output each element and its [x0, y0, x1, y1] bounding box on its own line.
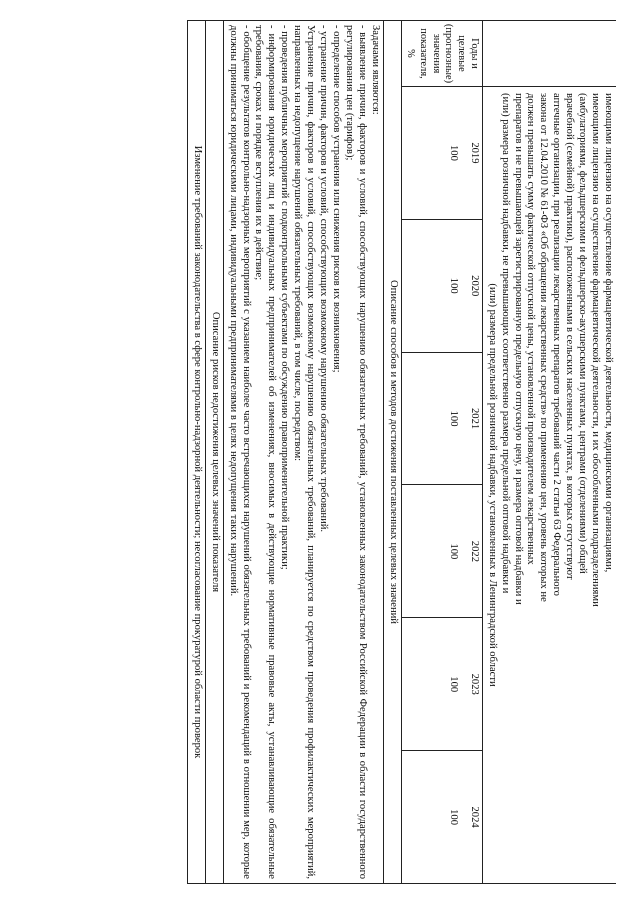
top-cell-line: (амбулаториями, фельдшерскими и фельдшерско-акушерскими пунктами, центрами (отделениями) общей: [577, 93, 589, 574]
top-cell-line: закона от 12.04.2010 № 61-ФЗ «Об обращении лекарственных средств» по применению цен, уровень которых не: [538, 93, 550, 602]
top-cell-line: (или) размера розничной надбавки, не превышающих соответственно размера предельной оптовой надбавки и: [499, 93, 511, 594]
top-cell-line: имеющими лицензию на осуществление фармацевтической деятельности, и их обособленными подразделениями: [590, 93, 602, 607]
top-cell-line: аптечные организации, при реализации лекарственных препаратов требований части 2 статьи 63 Федерального: [551, 93, 563, 596]
year-value: 100: [447, 410, 459, 427]
methods-title: Описание способов и методов достижения поставленных целевых значений: [383, 21, 401, 884]
methods-body: [223, 21, 383, 884]
rotated-document-page: [24, 20, 616, 884]
goals-label: Годы и целевые (прогнозные) значения показателя, %: [401, 21, 482, 87]
methods-paragraph: - определение способов устранения или снижения рисков их возникновения;: [330, 25, 342, 373]
year-label: 2019: [468, 142, 480, 164]
year-cell-2019: [401, 87, 482, 220]
methods-paragraph: - выявление причин, факторов и условий, способствующих нарушению обязательных требований, установленных законодательством Российской Федерации в области государственного регулирования цен (тарифов);: [343, 25, 368, 879]
top-row-empty-cell: [482, 21, 616, 87]
goals-row: [401, 21, 482, 884]
methods-row: [223, 21, 383, 884]
year-cell-2024: [401, 751, 482, 884]
year-label: 2024: [468, 806, 480, 828]
year-label: 2020: [468, 275, 480, 297]
year-label: 2023: [468, 673, 480, 695]
risks-row: [187, 21, 205, 884]
year-value: 100: [447, 543, 459, 560]
year-label: 2021: [468, 407, 480, 430]
year-cell-2023: [401, 618, 482, 751]
year-value: 100: [447, 144, 459, 161]
risks-title: Описание рисков недостижения целевых значений показателя: [205, 21, 223, 884]
year-value: 100: [447, 809, 459, 826]
top-row-text-cell: [482, 87, 616, 884]
top-cell-line: (или) размера предельной розничной надбавки, установленных в Ленинградской области: [486, 283, 498, 687]
methods-paragraph: Устранение причин, факторов и условий, способствующих возможному нарушению обязательных требований, планируется по средством проведения профилактических мероприятий, направленных на недопущение нарушений обязательных требований, в том числе, посредством:: [292, 25, 317, 879]
methods-paragraph: - информирования юридических лиц и индивидуальных предпринимателей об изменениях, вносимых в действующие нормативные правовые акты, устанавливающие обязательные требования, сроках и порядке вступления их в действие;: [253, 25, 278, 879]
top-row: [482, 21, 616, 884]
year-value: 100: [447, 277, 459, 294]
year-cell-2021: [401, 352, 482, 485]
indicator-table: [187, 20, 616, 884]
year-value: 100: [447, 676, 459, 693]
year-label: 2022: [468, 540, 480, 562]
methods-intro: Задачами являются:: [369, 25, 381, 115]
methods-paragraph: - устранение причин, факторов и условий, способствующих возможному нарушению обязательных требований.: [318, 25, 330, 533]
top-cell-line: врачебной (семейной) практики), расположенными в сельских населенных пунктах, в которых отсутствуют: [564, 93, 576, 580]
risks-text: Изменение требований законодательства в сфере контрольно-надзорной деятельности; несогласование прокуратурой области проверок: [187, 21, 205, 884]
top-cell-line: препаратов и не превышающей зарегистрированную предельную отпускную цену, и размера оптовой надбавки и: [512, 93, 524, 605]
year-cell-2020: [401, 219, 482, 352]
methods-paragraph: - обобщение результатов контрольно-надзорных мероприятий с указанием наиболее часто встречающихся нарушений обязательных требований и рекомендаций в отношении мер, которые должны приниматься юридическими лицами, индивидуальными предпринимателями в целях недопущения таких нарушений.: [227, 25, 252, 879]
risks-title-row: [205, 21, 223, 884]
top-cell-line: должен превышать сумму фактической отпускной цены, установленной производителем лекарственных: [525, 93, 537, 565]
year-cell-2022: [401, 485, 482, 618]
top-cell-line: имеющими лицензию на осуществление фармацевтической деятельности, медицинскими организациями,: [603, 93, 614, 573]
methods-title-row: [383, 21, 401, 884]
methods-paragraph: - проведения публичных мероприятий с подконтрольными субъектами по обсуждению правоприменительной практики;: [279, 25, 291, 570]
